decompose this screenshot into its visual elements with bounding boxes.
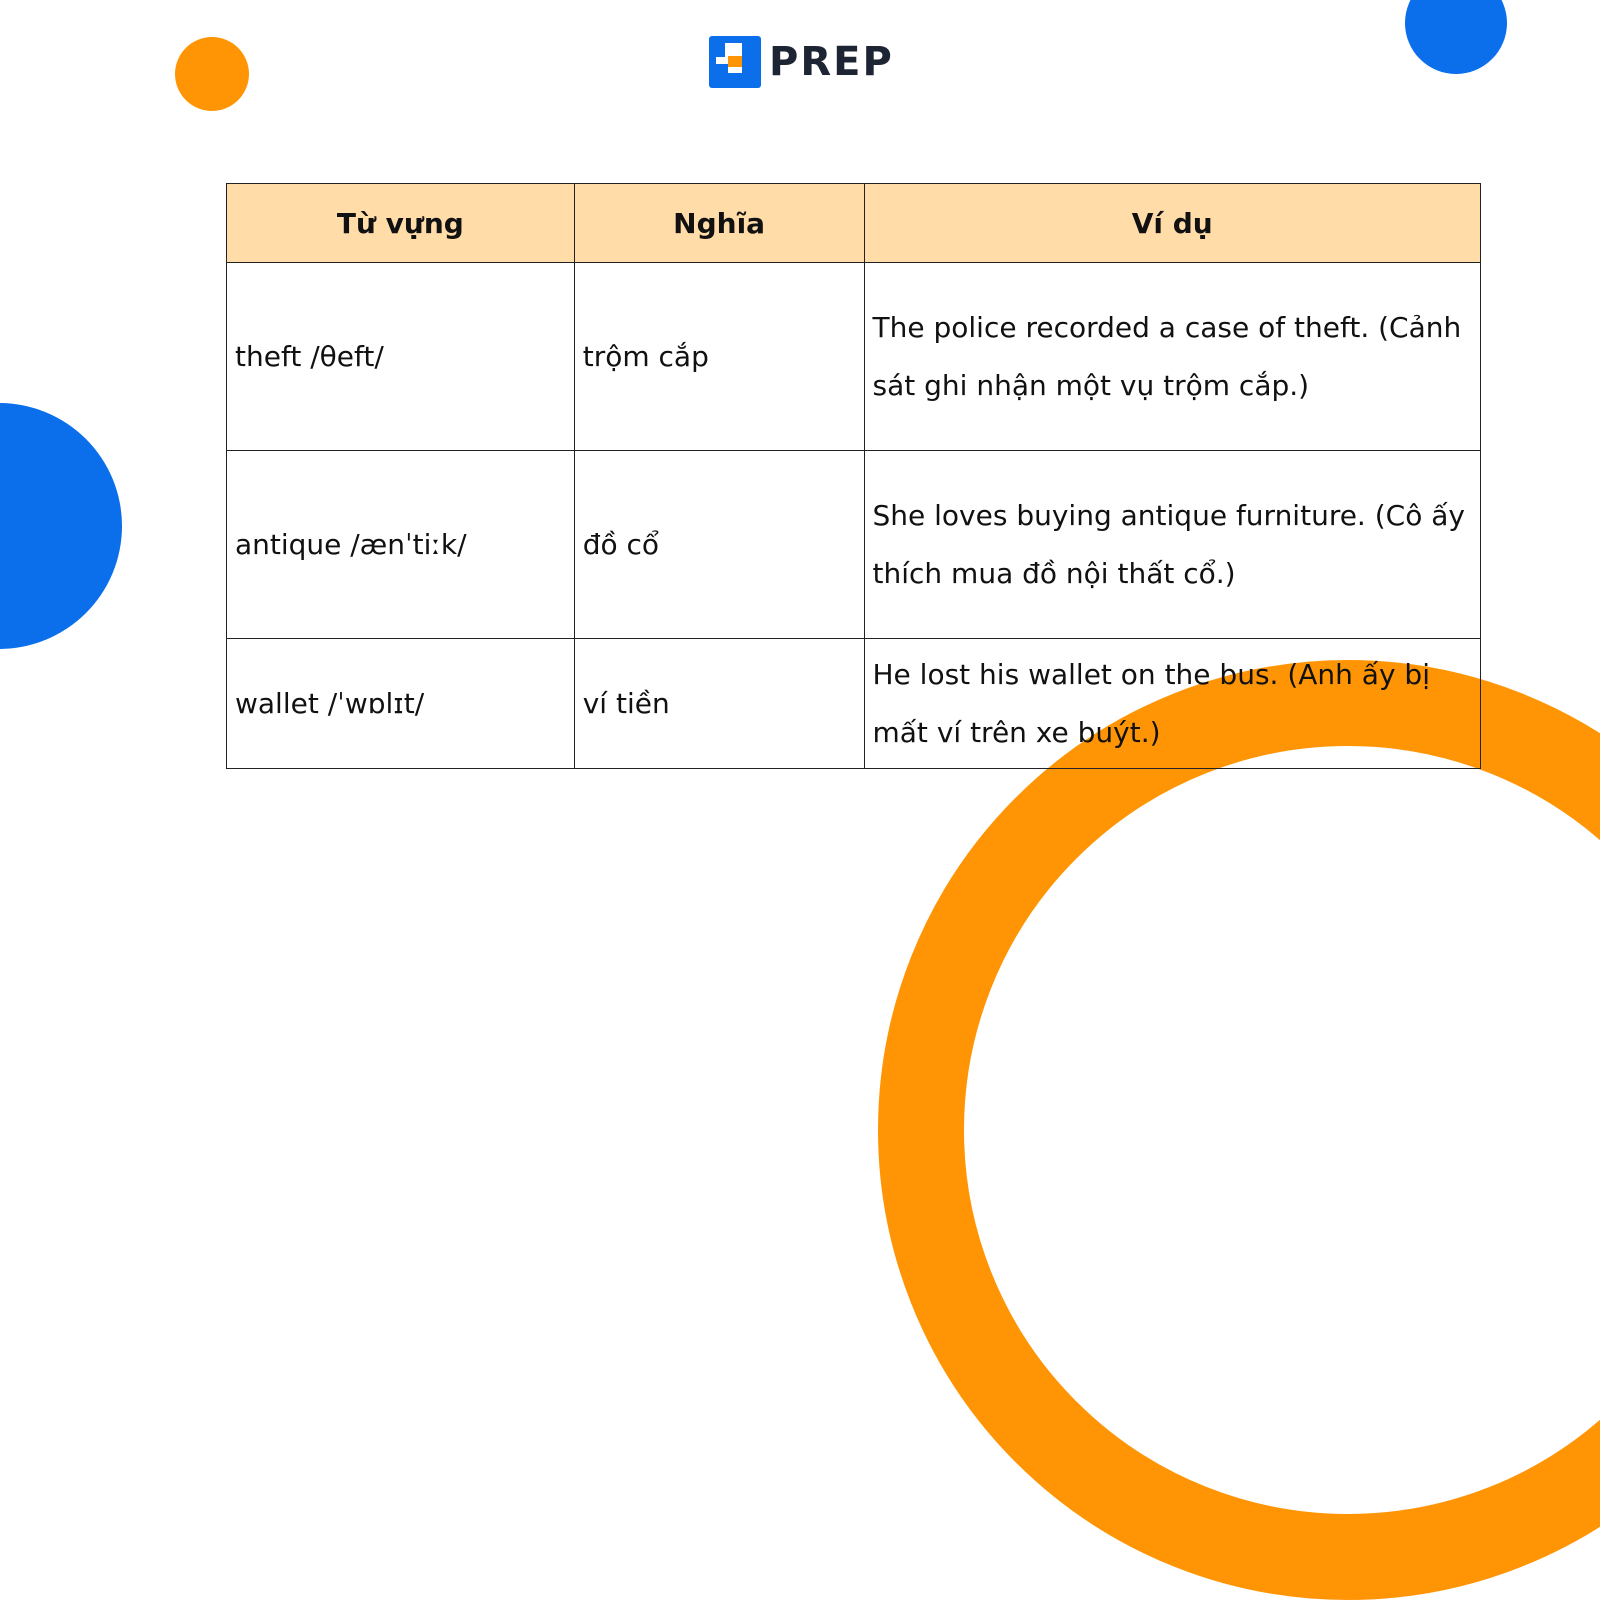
decorative-blue-circle-top xyxy=(1405,0,1507,74)
word-cell: theft /θeft/ xyxy=(227,263,575,451)
header-example: Ví dụ xyxy=(864,184,1481,263)
table-row xyxy=(227,451,1481,639)
table-header-row xyxy=(227,184,1481,263)
header-word: Từ vựng xyxy=(227,184,575,263)
decorative-orange-dot xyxy=(175,37,249,111)
meaning-cell: ví tiền xyxy=(574,639,864,769)
word-cell: antique /ænˈtiːk/ xyxy=(227,451,575,639)
prep-logo-icon xyxy=(709,36,761,88)
meaning-cell: đồ cổ xyxy=(574,451,864,639)
decorative-orange-ring xyxy=(878,660,1600,1600)
header-meaning: Nghĩa xyxy=(574,184,864,263)
word-cell: wallet /ˈwɒlɪt/ xyxy=(227,639,575,769)
example-cell: He lost his wallet on the bus. (Anh ấy bị mất ví trên xe buýt.) xyxy=(864,639,1481,769)
example-cell: She loves buying antique furniture. (Cô ấy thích mua đồ nội thất cổ.) xyxy=(864,451,1481,639)
decorative-blue-circle-left xyxy=(0,403,122,649)
example-cell: The police recorded a case of theft. (Cảnh sát ghi nhận một vụ trộm cắp.) xyxy=(864,263,1481,451)
table-row xyxy=(227,639,1481,769)
prep-logo xyxy=(709,36,894,88)
meaning-cell: trộm cắp xyxy=(574,263,864,451)
brand-name: PREP xyxy=(769,39,894,85)
vocabulary-table xyxy=(226,183,1481,769)
table-row xyxy=(227,263,1481,451)
